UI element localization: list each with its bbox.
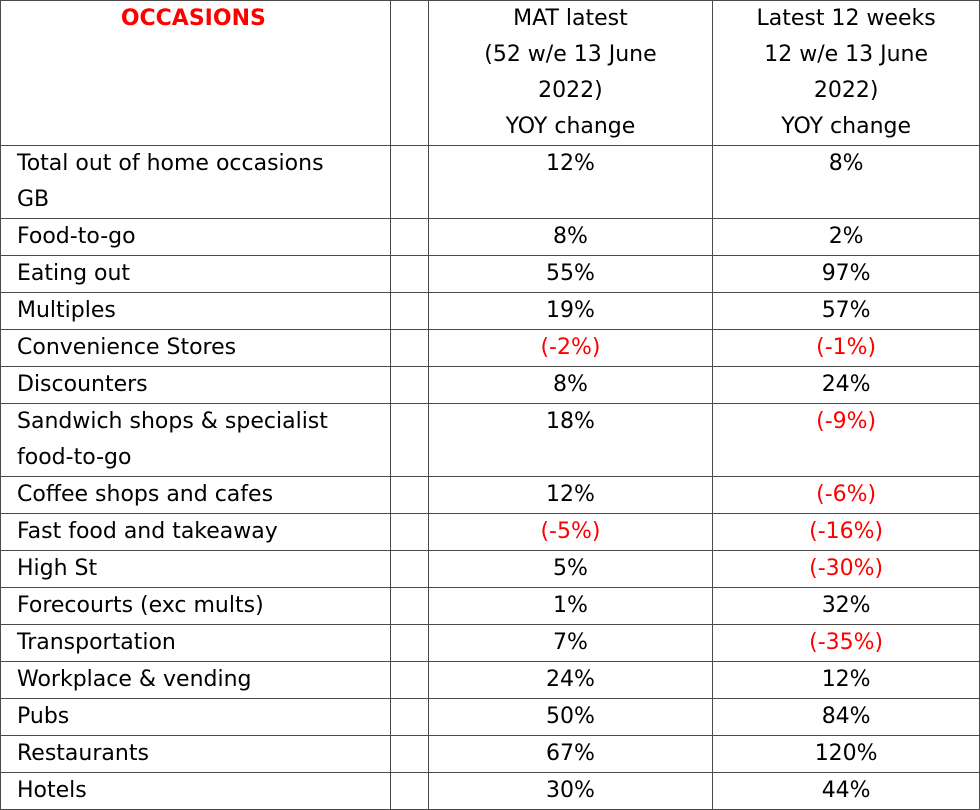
occasion-label-line: Sandwich shops & specialist — [17, 409, 328, 434]
mat-yoy-value: 50% — [428, 699, 713, 736]
table-row — [1, 404, 980, 477]
occasion-label-line: Convenience Stores — [17, 335, 237, 360]
latest-12-weeks-yoy-value: 120% — [713, 736, 980, 773]
empty-header-cell — [390, 1, 428, 146]
mat-yoy-value: (-5%) — [428, 514, 713, 551]
table-row — [1, 551, 980, 588]
table-row — [1, 662, 980, 699]
mat-header — [428, 1, 713, 146]
empty-cell — [390, 662, 428, 699]
latest-12-weeks-header — [713, 1, 980, 146]
occasion-label-line: High St — [17, 556, 98, 581]
table-row — [1, 514, 980, 551]
occasion-label-line: Total out of home occasions — [17, 151, 324, 176]
occasion-label-line: Forecourts (exc mults) — [17, 593, 264, 618]
mat-header-line: (52 w/e 13 June — [484, 42, 657, 67]
latest-12-weeks-yoy-value: 44% — [713, 773, 980, 810]
occasion-label — [1, 625, 391, 662]
table-row — [1, 256, 980, 293]
mat-yoy-value: 8% — [428, 219, 713, 256]
occasion-label-line: Eating out — [17, 261, 131, 286]
mat-yoy-value: 55% — [428, 256, 713, 293]
empty-cell — [390, 699, 428, 736]
w12-header-line: Latest 12 weeks — [756, 6, 936, 31]
latest-12-weeks-yoy-value: (-35%) — [713, 625, 980, 662]
occasion-label — [1, 477, 391, 514]
occasion-label — [1, 662, 391, 699]
latest-12-weeks-yoy-value: 57% — [713, 293, 980, 330]
occasion-label — [1, 367, 391, 404]
occasion-label — [1, 146, 391, 219]
table-row — [1, 330, 980, 367]
latest-12-weeks-yoy-value: (-30%) — [713, 551, 980, 588]
occasion-label-line: food-to-go — [17, 445, 132, 470]
table-row — [1, 699, 980, 736]
table-row — [1, 367, 980, 404]
occasion-label-line: Fast food and takeaway — [17, 519, 278, 544]
latest-12-weeks-yoy-value: (-9%) — [713, 404, 980, 477]
occasion-label — [1, 514, 391, 551]
occasion-label-line: Transportation — [17, 630, 176, 655]
empty-cell — [390, 588, 428, 625]
latest-12-weeks-yoy-value: 32% — [713, 588, 980, 625]
occasion-label — [1, 293, 391, 330]
latest-12-weeks-yoy-value: (-16%) — [713, 514, 980, 551]
occasion-label-line: Pubs — [17, 704, 70, 729]
mat-header-line: MAT latest — [513, 6, 628, 31]
mat-yoy-value: (-2%) — [428, 330, 713, 367]
occasion-label — [1, 404, 391, 477]
w12-header-line: 2022) — [813, 78, 879, 103]
latest-12-weeks-yoy-value: 97% — [713, 256, 980, 293]
occasions-heading: OCCASIONS — [1, 1, 391, 146]
w12-header-line: YOY change — [781, 114, 912, 139]
table-row — [1, 736, 980, 773]
table-row — [1, 773, 980, 810]
table-body — [1, 146, 980, 810]
occasion-label-line: Workplace & vending — [17, 667, 252, 692]
latest-12-weeks-yoy-value: (-6%) — [713, 477, 980, 514]
latest-12-weeks-yoy-value: 84% — [713, 699, 980, 736]
latest-12-weeks-yoy-value: 24% — [713, 367, 980, 404]
occasion-label-line: Multiples — [17, 298, 116, 323]
occasion-label-line: Food-to-go — [17, 224, 136, 249]
table-row — [1, 588, 980, 625]
mat-yoy-value: 5% — [428, 551, 713, 588]
table-row — [1, 477, 980, 514]
occasion-label — [1, 736, 391, 773]
empty-cell — [390, 551, 428, 588]
mat-yoy-value: 67% — [428, 736, 713, 773]
occasion-label — [1, 256, 391, 293]
occasion-label — [1, 588, 391, 625]
latest-12-weeks-yoy-value: 12% — [713, 662, 980, 699]
occasion-label-line: Coffee shops and cafes — [17, 482, 274, 507]
empty-cell — [390, 146, 428, 219]
table-row — [1, 625, 980, 662]
mat-yoy-value: 19% — [428, 293, 713, 330]
w12-header-line: 12 w/e 13 June — [764, 42, 929, 67]
table-row — [1, 219, 980, 256]
latest-12-weeks-yoy-value: (-1%) — [713, 330, 980, 367]
empty-cell — [390, 256, 428, 293]
occasion-label-line: Restaurants — [17, 741, 149, 766]
occasion-label — [1, 551, 391, 588]
occasion-label — [1, 699, 391, 736]
empty-cell — [390, 367, 428, 404]
empty-cell — [390, 773, 428, 810]
mat-yoy-value: 24% — [428, 662, 713, 699]
latest-12-weeks-yoy-value: 8% — [713, 146, 980, 219]
occasion-label-line: Hotels — [17, 778, 87, 803]
empty-cell — [390, 477, 428, 514]
mat-yoy-value: 18% — [428, 404, 713, 477]
empty-cell — [390, 514, 428, 551]
empty-cell — [390, 330, 428, 367]
mat-header-line: 2022) — [538, 78, 603, 103]
mat-yoy-value: 1% — [428, 588, 713, 625]
table-header-row — [1, 1, 980, 146]
empty-cell — [390, 625, 428, 662]
occasion-label-line: Discounters — [17, 372, 148, 397]
table-row — [1, 293, 980, 330]
occasion-label-line: GB — [17, 187, 50, 212]
mat-yoy-value: 7% — [428, 625, 713, 662]
latest-12-weeks-yoy-value: 2% — [713, 219, 980, 256]
mat-yoy-value: 8% — [428, 367, 713, 404]
occasion-label — [1, 219, 391, 256]
mat-header-line: YOY change — [505, 114, 636, 139]
mat-yoy-value: 12% — [428, 477, 713, 514]
occasion-label — [1, 330, 391, 367]
empty-cell — [390, 293, 428, 330]
mat-yoy-value: 12% — [428, 146, 713, 219]
empty-cell — [390, 736, 428, 773]
empty-cell — [390, 404, 428, 477]
mat-yoy-value: 30% — [428, 773, 713, 810]
empty-cell — [390, 219, 428, 256]
occasion-label — [1, 773, 391, 810]
table-row — [1, 146, 980, 219]
